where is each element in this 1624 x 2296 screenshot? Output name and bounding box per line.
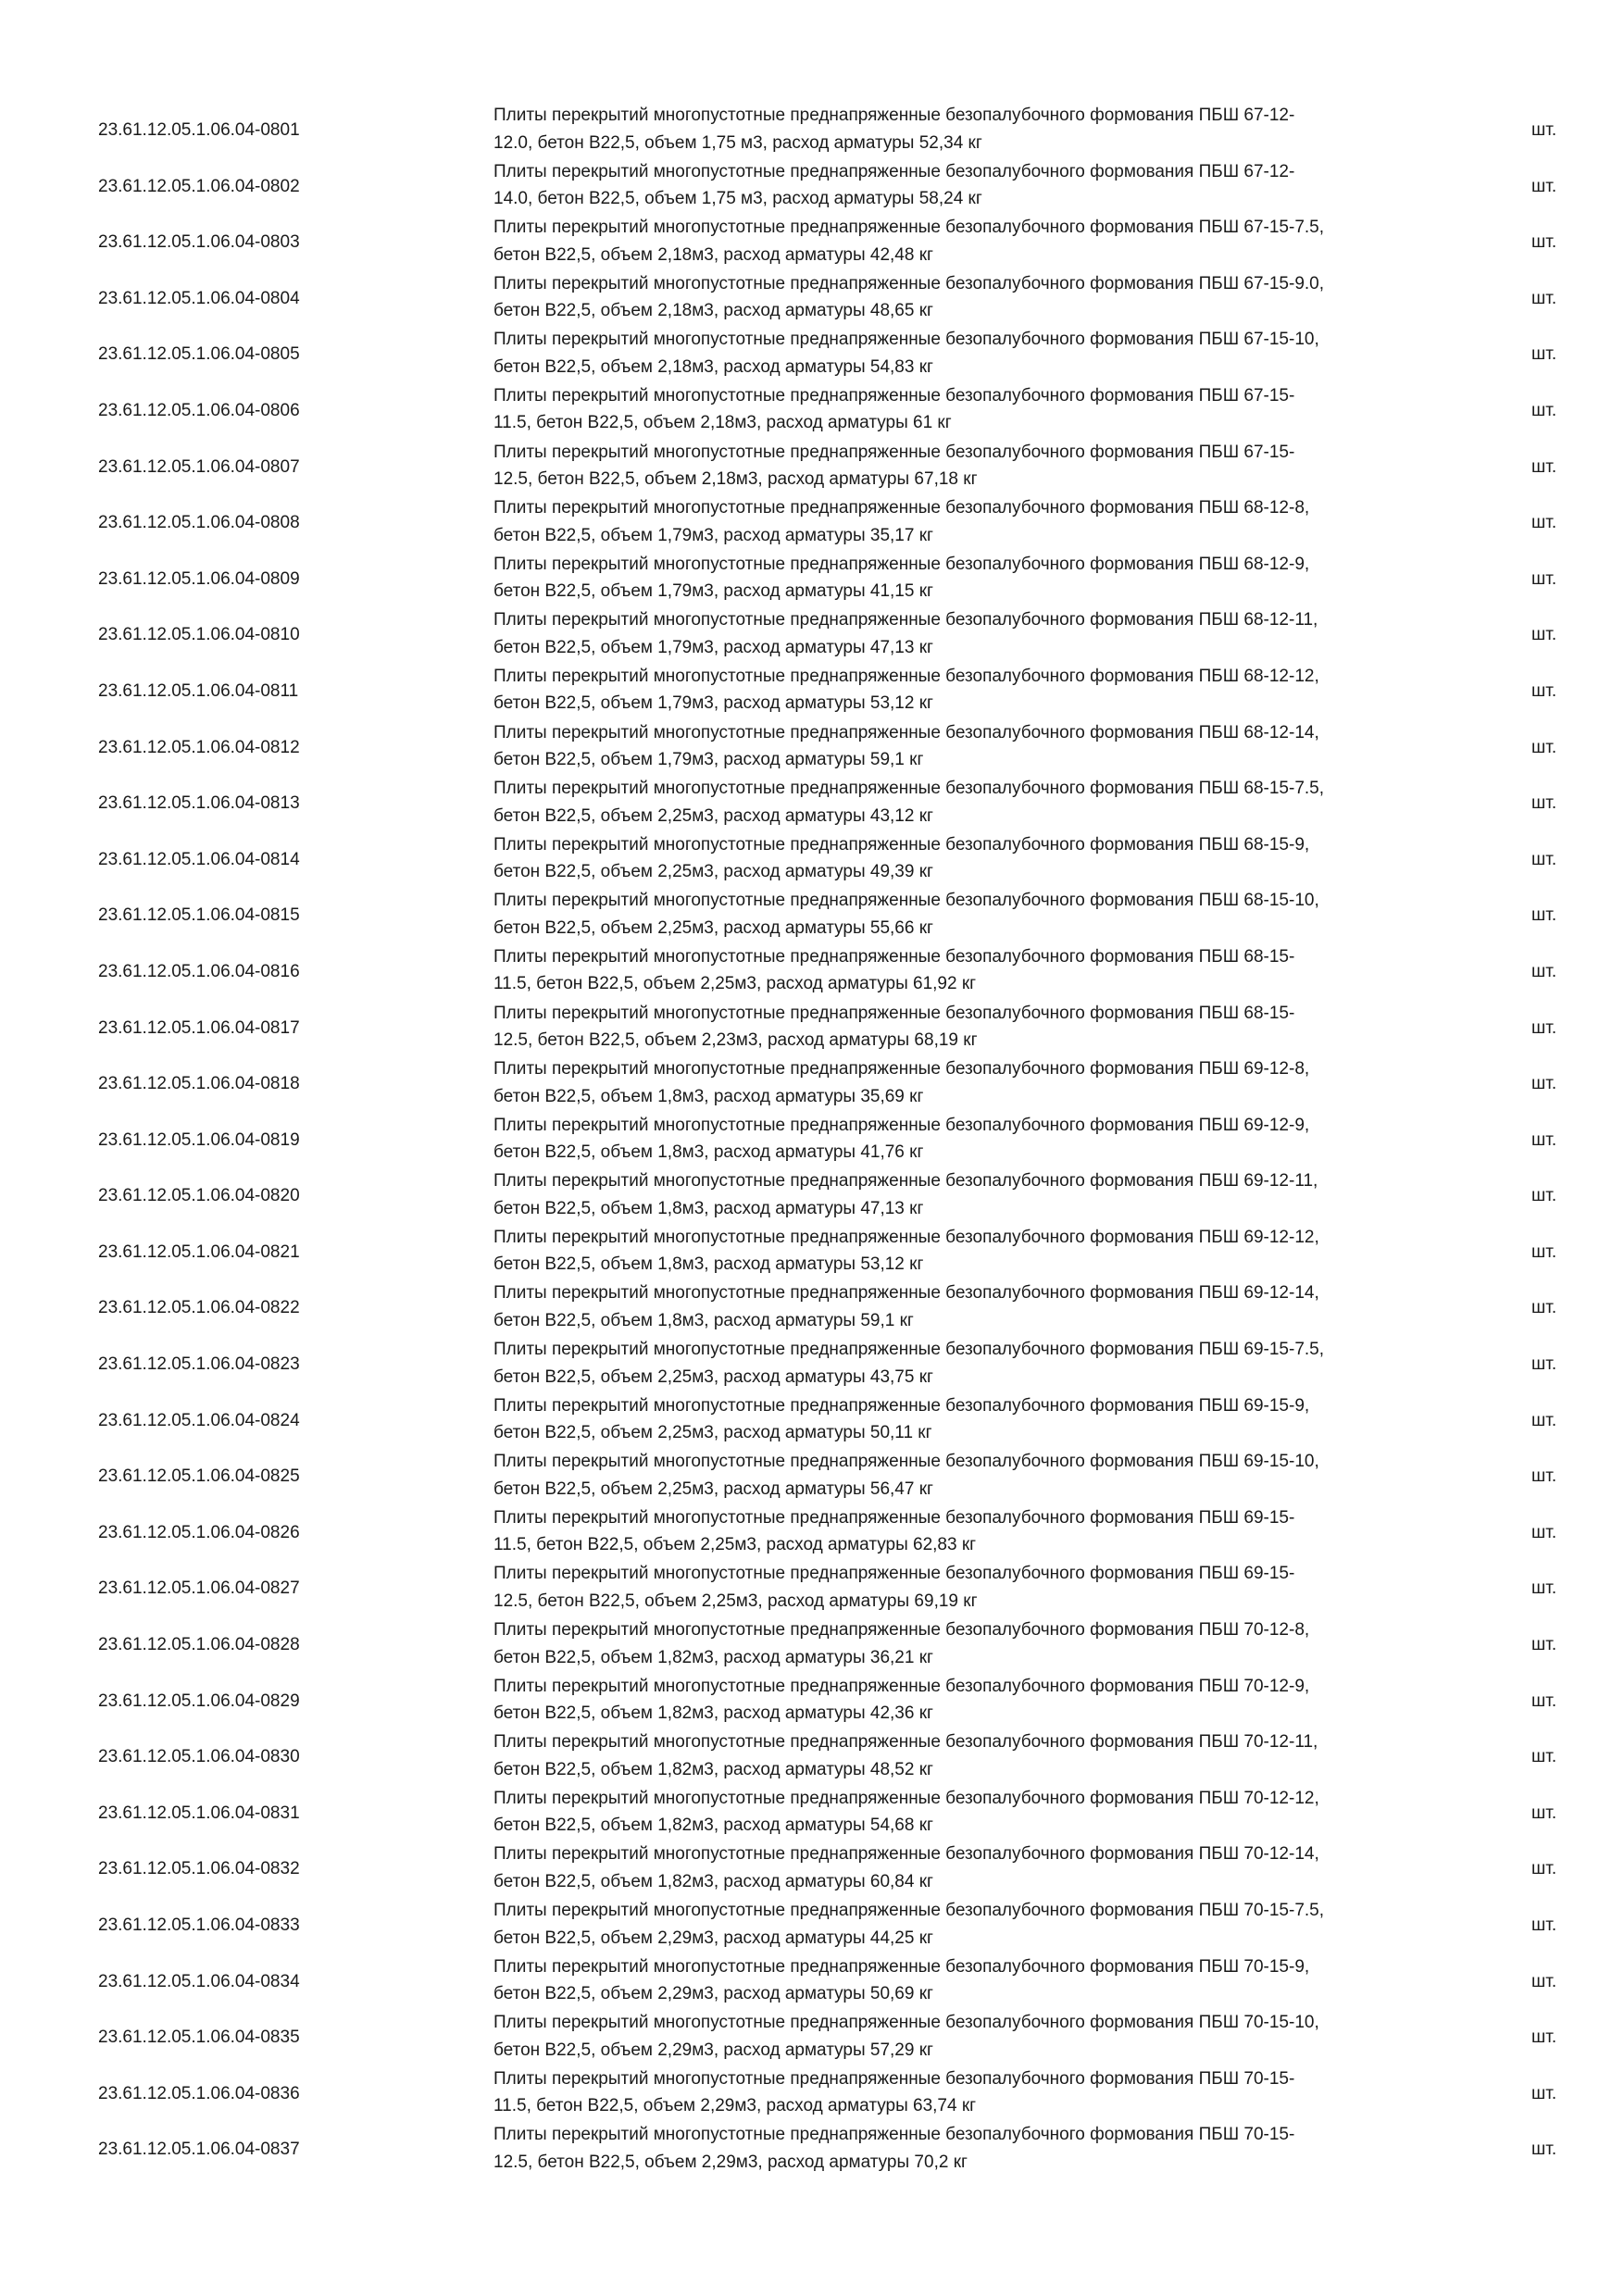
- item-description: [493, 663, 1466, 718]
- item-description: [493, 606, 1466, 661]
- item-unit: шт.: [1531, 1298, 1557, 1318]
- item-unit: шт.: [1531, 1466, 1557, 1487]
- item-unit: шт.: [1531, 737, 1557, 757]
- table-row: [0, 1336, 1624, 1392]
- description-line-1: Плиты перекрытий многопустотные преднапряженные безопалубочного формования ПБШ 68-15-7.5,: [493, 779, 1325, 799]
- item-code: 23.61.12.05.1.06.04-0830: [98, 1747, 300, 1767]
- item-description: [493, 1560, 1466, 1615]
- item-code: 23.61.12.05.1.06.04-0817: [98, 1017, 300, 1038]
- table-row: [0, 326, 1624, 382]
- item-unit: шт.: [1531, 1186, 1557, 1206]
- description-line-1: Плиты перекрытий многопустотные преднапряженные безопалубочного формования ПБШ 69-12-12,: [493, 1227, 1319, 1247]
- item-unit: шт.: [1531, 1242, 1557, 1262]
- description-line-1: Плиты перекрытий многопустотные преднапряженные безопалубочного формования ПБШ 69-15-7.5,: [493, 1340, 1325, 1360]
- table-row: [0, 1560, 1624, 1616]
- description-line-1: Плиты перекрытий многопустотные преднапряженные безопалубочного формования ПБШ 69-12-8,: [493, 1059, 1310, 1079]
- item-code: 23.61.12.05.1.06.04-0812: [98, 737, 300, 757]
- description-line-1: Плиты перекрытий многопустотные преднапряженные безопалубочного формования ПБШ 70-15-: [493, 2068, 1295, 2089]
- description-line-1: Плиты перекрытий многопустотные преднапряженные безопалубочного формования ПБШ 67-15-7.5,: [493, 218, 1325, 238]
- item-description: [493, 1167, 1466, 1222]
- description-line-1: Плиты перекрытий многопустотные преднапряженные безопалубочного формования ПБШ 68-12-14,: [493, 722, 1319, 742]
- item-unit: шт.: [1531, 568, 1557, 589]
- description-line-2: бетон В22,5, объем 1,8м3, расход арматуры 59,1 кг: [493, 1310, 914, 1330]
- item-unit: шт.: [1531, 120, 1557, 140]
- description-line-2: бетон В22,5, объем 1,8м3, расход арматуры 47,13 кг: [493, 1198, 924, 1218]
- description-line-2: бетон В22,5, объем 2,18м3, расход арматуры 54,83 кг: [493, 356, 933, 377]
- description-line-1: Плиты перекрытий многопустотные преднапряженные безопалубочного формования ПБШ 69-15-: [493, 1507, 1295, 1528]
- table-row: [0, 382, 1624, 439]
- item-unit: шт.: [1531, 1803, 1557, 1823]
- description-line-1: Плиты перекрытий многопустотные преднапряженные безопалубочного формования ПБШ 70-12-14,: [493, 1844, 1319, 1865]
- description-line-2: бетон В22,5, объем 2,29м3, расход арматуры 44,25 кг: [493, 1928, 933, 1948]
- description-line-2: бетон В22,5, объем 2,25м3, расход арматуры 49,39 кг: [493, 862, 933, 882]
- item-unit: шт.: [1531, 2140, 1557, 2160]
- item-description: [493, 158, 1466, 213]
- description-line-1: Плиты перекрытий многопустотные преднапряженные безопалубочного формования ПБШ 68-12-9,: [493, 554, 1310, 574]
- table-row: [0, 214, 1624, 270]
- item-unit: шт.: [1531, 849, 1557, 869]
- item-description: [493, 326, 1466, 381]
- table-row: [0, 831, 1624, 888]
- description-line-1: Плиты перекрытий многопустотные преднапряженные безопалубочного формования ПБШ 69-12-9,: [493, 1115, 1310, 1135]
- item-unit: шт.: [1531, 1074, 1557, 1094]
- description-line-2: бетон В22,5, объем 2,29м3, расход арматуры 50,69 кг: [493, 1984, 933, 2004]
- item-description: [493, 1000, 1466, 1054]
- item-unit: шт.: [1531, 1522, 1557, 1542]
- item-unit: шт.: [1531, 625, 1557, 645]
- item-description: [493, 1224, 1466, 1279]
- item-unit: шт.: [1531, 513, 1557, 533]
- item-code: 23.61.12.05.1.06.04-0811: [98, 680, 299, 701]
- item-code: 23.61.12.05.1.06.04-0802: [98, 176, 300, 196]
- table-row: [0, 1616, 1624, 1673]
- table-row: [0, 1841, 1624, 1897]
- description-line-2: бетон В22,5, объем 1,82м3, расход арматуры 36,21 кг: [493, 1647, 933, 1667]
- item-description: [493, 494, 1466, 549]
- table-row: [0, 494, 1624, 551]
- description-line-1: Плиты перекрытий многопустотные преднапряженные безопалубочного формования ПБШ 70-15-9,: [493, 1956, 1310, 1977]
- item-code: 23.61.12.05.1.06.04-0824: [98, 1410, 300, 1430]
- item-code: 23.61.12.05.1.06.04-0808: [98, 513, 300, 533]
- item-code: 23.61.12.05.1.06.04-0803: [98, 232, 300, 253]
- item-code: 23.61.12.05.1.06.04-0836: [98, 2083, 300, 2103]
- item-code: 23.61.12.05.1.06.04-0814: [98, 849, 300, 869]
- table-row: [0, 1112, 1624, 1168]
- description-line-1: Плиты перекрытий многопустотные преднапряженные безопалубочного формования ПБШ 69-12-11,: [493, 1171, 1318, 1192]
- item-code: 23.61.12.05.1.06.04-0825: [98, 1466, 300, 1487]
- item-code: 23.61.12.05.1.06.04-0801: [98, 120, 300, 140]
- item-description: [493, 2009, 1466, 2064]
- item-unit: шт.: [1531, 288, 1557, 308]
- item-code: 23.61.12.05.1.06.04-0831: [98, 1803, 300, 1823]
- item-unit: шт.: [1531, 2083, 1557, 2103]
- item-code: 23.61.12.05.1.06.04-0835: [98, 2028, 300, 2048]
- item-code: 23.61.12.05.1.06.04-0815: [98, 905, 300, 926]
- item-code: 23.61.12.05.1.06.04-0809: [98, 568, 300, 589]
- description-line-2: 12.0, бетон В22,5, объем 1,75 м3, расход арматуры 52,34 кг: [493, 132, 982, 153]
- item-description: [493, 102, 1466, 156]
- description-line-1: Плиты перекрытий многопустотные преднапряженные безопалубочного формования ПБШ 67-15-: [493, 442, 1295, 462]
- item-unit: шт.: [1531, 680, 1557, 701]
- description-line-2: бетон В22,5, объем 2,25м3, расход арматуры 56,47 кг: [493, 1479, 933, 1499]
- item-description: [493, 551, 1466, 605]
- table-row: [0, 1448, 1624, 1504]
- item-code: 23.61.12.05.1.06.04-0816: [98, 961, 300, 981]
- table-row: [0, 1504, 1624, 1561]
- item-unit: шт.: [1531, 1129, 1557, 1150]
- item-unit: шт.: [1531, 1017, 1557, 1038]
- description-line-1: Плиты перекрытий многопустотные преднапряженные безопалубочного формования ПБШ 68-15-: [493, 1003, 1295, 1023]
- item-unit: шт.: [1531, 1410, 1557, 1430]
- item-description: [493, 831, 1466, 886]
- description-line-1: Плиты перекрытий многопустотные преднапряженные безопалубочного формования ПБШ 68-12-11,: [493, 610, 1318, 630]
- item-code: 23.61.12.05.1.06.04-0834: [98, 1971, 300, 1991]
- table-row: [0, 887, 1624, 943]
- description-line-1: Плиты перекрытий многопустотные преднапряженные безопалубочного формования ПБШ 70-12-8,: [493, 1620, 1310, 1641]
- description-line-1: Плиты перекрытий многопустотные преднапряженные безопалубочного формования ПБШ 70-12-9,: [493, 1676, 1310, 1696]
- item-description: [493, 1504, 1466, 1559]
- table-row: [0, 2009, 1624, 2065]
- item-description: [493, 2121, 1466, 2176]
- description-line-2: бетон В22,5, объем 2,25м3, расход арматуры 43,75 кг: [493, 1366, 933, 1387]
- item-unit: шт.: [1531, 1691, 1557, 1711]
- description-line-2: 12.5, бетон В22,5, объем 2,23м3, расход арматуры 68,19 кг: [493, 1030, 978, 1050]
- item-description: [493, 719, 1466, 774]
- item-unit: шт.: [1531, 232, 1557, 253]
- description-line-2: бетон В22,5, объем 2,18м3, расход арматуры 42,48 кг: [493, 244, 933, 265]
- description-line-1: Плиты перекрытий многопустотные преднапряженные безопалубочного формования ПБШ 68-12-8,: [493, 498, 1310, 518]
- description-line-2: бетон В22,5, объем 1,79м3, расход арматуры 41,15 кг: [493, 581, 933, 602]
- description-line-1: Плиты перекрытий многопустотные преднапряженные безопалубочного формования ПБШ 70-12-12,: [493, 1788, 1319, 1808]
- description-line-2: 12.5, бетон В22,5, объем 2,29м3, расход арматуры 70,2 кг: [493, 2152, 968, 2172]
- description-line-1: Плиты перекрытий многопустотные преднапряженные безопалубочного формования ПБШ 70-15-: [493, 2125, 1295, 2145]
- table-row: [0, 1055, 1624, 1112]
- description-line-2: бетон В22,5, объем 2,25м3, расход арматуры 50,11 кг: [493, 1423, 932, 1443]
- table-row: [0, 606, 1624, 663]
- item-description: [493, 1448, 1466, 1503]
- description-line-1: Плиты перекрытий многопустотные преднапряженные безопалубочного формования ПБШ 69-15-9,: [493, 1395, 1310, 1416]
- item-code: 23.61.12.05.1.06.04-0827: [98, 1578, 300, 1599]
- item-unit: шт.: [1531, 344, 1557, 365]
- item-code: 23.61.12.05.1.06.04-0813: [98, 793, 300, 814]
- item-description: [493, 1728, 1466, 1783]
- description-line-1: Плиты перекрытий многопустотные преднапряженные безопалубочного формования ПБШ 67-15-9.0,: [493, 273, 1325, 293]
- description-line-2: бетон В22,5, объем 1,79м3, расход арматуры 59,1 кг: [493, 750, 924, 770]
- description-line-2: 11.5, бетон В22,5, объем 2,25м3, расход арматуры 61,92 кг: [493, 974, 977, 994]
- table-row: [0, 1673, 1624, 1729]
- item-code: 23.61.12.05.1.06.04-0832: [98, 1859, 300, 1879]
- description-line-2: бетон В22,5, объем 1,82м3, расход арматуры 48,52 кг: [493, 1759, 933, 1779]
- item-unit: шт.: [1531, 1747, 1557, 1767]
- description-line-1: Плиты перекрытий многопустотные преднапряженные безопалубочного формования ПБШ 69-12-14,: [493, 1283, 1319, 1304]
- item-unit: шт.: [1531, 176, 1557, 196]
- item-code: 23.61.12.05.1.06.04-0823: [98, 1354, 300, 1375]
- item-description: [493, 270, 1466, 325]
- item-code: 23.61.12.05.1.06.04-0828: [98, 1635, 300, 1655]
- description-line-1: Плиты перекрытий многопустотные преднапряженные безопалубочного формования ПБШ 67-15-: [493, 385, 1295, 406]
- table-row: [0, 2121, 1624, 2177]
- description-line-1: Плиты перекрытий многопустотные преднапряженные безопалубочного формования ПБШ 70-15-7.5,: [493, 1901, 1325, 1920]
- item-description: [493, 887, 1466, 942]
- item-description: [493, 1785, 1466, 1840]
- table-row: [0, 1953, 1624, 2010]
- description-line-2: бетон В22,5, объем 1,82м3, расход арматуры 60,84 кг: [493, 1871, 933, 1891]
- table-row: [0, 1897, 1624, 1953]
- description-line-2: 11.5, бетон В22,5, объем 2,18м3, расход арматуры 61 кг: [493, 413, 952, 433]
- item-description: [493, 1055, 1466, 1110]
- item-code: 23.61.12.05.1.06.04-0807: [98, 456, 300, 477]
- table-row: [0, 1392, 1624, 1449]
- item-description: [493, 2065, 1466, 2120]
- table-row: [0, 1000, 1624, 1056]
- item-description: [493, 1616, 1466, 1671]
- item-description: [493, 1953, 1466, 2008]
- description-line-2: бетон В22,5, объем 1,8м3, расход арматуры 53,12 кг: [493, 1254, 924, 1275]
- table-row: [0, 439, 1624, 495]
- table-row: [0, 775, 1624, 831]
- description-line-2: 11.5, бетон В22,5, объем 2,29м3, расход арматуры 63,74 кг: [493, 2096, 977, 2116]
- item-code: 23.61.12.05.1.06.04-0820: [98, 1186, 300, 1206]
- item-unit: шт.: [1531, 400, 1557, 420]
- item-code: 23.61.12.05.1.06.04-0819: [98, 1129, 300, 1150]
- item-code: 23.61.12.05.1.06.04-0806: [98, 400, 300, 420]
- description-line-1: Плиты перекрытий многопустотные преднапряженные безопалубочного формования ПБШ 70-12-11,: [493, 1732, 1318, 1753]
- description-line-1: Плиты перекрытий многопустотные преднапряженные безопалубочного формования ПБШ 67-12-: [493, 106, 1295, 125]
- description-line-2: бетон В22,5, объем 1,82м3, расход арматуры 42,36 кг: [493, 1703, 933, 1724]
- description-line-2: бетон В22,5, объем 2,25м3, расход арматуры 55,66 кг: [493, 917, 933, 938]
- table-row: [0, 1785, 1624, 1841]
- table-row: [0, 1728, 1624, 1785]
- description-line-1: Плиты перекрытий многопустотные преднапряженные безопалубочного формования ПБШ 70-15-10,: [493, 2013, 1319, 2033]
- item-description: [493, 775, 1466, 830]
- item-code: 23.61.12.05.1.06.04-0804: [98, 288, 300, 308]
- item-description: [493, 1112, 1466, 1167]
- item-description: [493, 1841, 1466, 1895]
- description-line-2: 12.5, бетон В22,5, объем 2,25м3, расход арматуры 69,19 кг: [493, 1591, 978, 1611]
- description-line-1: Плиты перекрытий многопустотные преднапряженные безопалубочного формования ПБШ 68-15-10,: [493, 891, 1319, 911]
- table-row: [0, 551, 1624, 607]
- item-description: [493, 214, 1466, 268]
- item-unit: шт.: [1531, 2028, 1557, 2048]
- table-row: [0, 663, 1624, 719]
- table-row: [0, 270, 1624, 327]
- table-row: [0, 158, 1624, 215]
- item-description: [493, 1336, 1466, 1391]
- description-line-1: Плиты перекрытий многопустотные преднапряженные безопалубочного формования ПБШ 68-15-9,: [493, 834, 1310, 855]
- description-line-2: бетон В22,5, объем 2,25м3, расход арматуры 43,12 кг: [493, 805, 933, 826]
- item-description: [493, 382, 1466, 437]
- item-unit: шт.: [1531, 1915, 1557, 1935]
- item-code: 23.61.12.05.1.06.04-0810: [98, 625, 300, 645]
- item-description: [493, 943, 1466, 998]
- item-unit: шт.: [1531, 456, 1557, 477]
- item-description: [493, 439, 1466, 493]
- item-code: 23.61.12.05.1.06.04-0805: [98, 344, 300, 365]
- description-line-1: Плиты перекрытий многопустотные преднапряженные безопалубочного формования ПБШ 69-15-10,: [493, 1452, 1319, 1472]
- description-line-2: бетон В22,5, объем 1,82м3, расход арматуры 54,68 кг: [493, 1816, 933, 1836]
- description-line-1: Плиты перекрытий многопустотные преднапряженные безопалубочного формования ПБШ 67-12-: [493, 161, 1295, 181]
- description-line-2: 11.5, бетон В22,5, объем 2,25м3, расход арматуры 62,83 кг: [493, 1535, 977, 1555]
- description-line-2: бетон В22,5, объем 2,18м3, расход арматуры 48,65 кг: [493, 301, 933, 321]
- item-unit: шт.: [1531, 1354, 1557, 1375]
- item-unit: шт.: [1531, 1971, 1557, 1991]
- description-line-1: Плиты перекрытий многопустотные преднапряженные безопалубочного формования ПБШ 67-15-10,: [493, 330, 1319, 350]
- item-code: 23.61.12.05.1.06.04-0822: [98, 1298, 300, 1318]
- table-row: [0, 1167, 1624, 1224]
- description-line-2: бетон В22,5, объем 2,29м3, расход арматуры 57,29 кг: [493, 2040, 933, 2060]
- item-code: 23.61.12.05.1.06.04-0818: [98, 1074, 300, 1094]
- description-line-1: Плиты перекрытий многопустотные преднапряженные безопалубочного формования ПБШ 68-12-12,: [493, 666, 1319, 686]
- table-row: [0, 1224, 1624, 1280]
- item-description: [493, 1279, 1466, 1334]
- description-line-2: бетон В22,5, объем 1,8м3, расход арматуры 41,76 кг: [493, 1142, 924, 1163]
- item-description: [493, 1673, 1466, 1728]
- description-line-2: бетон В22,5, объем 1,79м3, расход арматуры 35,17 кг: [493, 525, 933, 545]
- item-unit: шт.: [1531, 905, 1557, 926]
- item-description: [493, 1897, 1466, 1952]
- table-row: [0, 719, 1624, 776]
- item-unit: шт.: [1531, 1635, 1557, 1655]
- item-code: 23.61.12.05.1.06.04-0829: [98, 1691, 300, 1711]
- description-line-2: бетон В22,5, объем 1,8м3, расход арматуры 35,69 кг: [493, 1086, 924, 1106]
- item-unit: шт.: [1531, 961, 1557, 981]
- table-row: [0, 943, 1624, 1000]
- item-code: 23.61.12.05.1.06.04-0821: [98, 1242, 300, 1262]
- description-line-2: 14.0, бетон В22,5, объем 1,75 м3, расход арматуры 58,24 кг: [493, 189, 982, 209]
- description-line-1: Плиты перекрытий многопустотные преднапряженные безопалубочного формования ПБШ 68-15-: [493, 946, 1295, 967]
- description-line-2: бетон В22,5, объем 1,79м3, расход арматуры 53,12 кг: [493, 693, 933, 714]
- item-code: 23.61.12.05.1.06.04-0826: [98, 1522, 300, 1542]
- table-row: [0, 2065, 1624, 2122]
- item-unit: шт.: [1531, 1859, 1557, 1879]
- item-unit: шт.: [1531, 793, 1557, 814]
- item-unit: шт.: [1531, 1578, 1557, 1599]
- price-table: [0, 102, 1624, 2177]
- item-code: 23.61.12.05.1.06.04-0837: [98, 2140, 300, 2160]
- table-row: [0, 102, 1624, 158]
- description-line-1: Плиты перекрытий многопустотные преднапряженные безопалубочного формования ПБШ 69-15-: [493, 1564, 1295, 1584]
- item-description: [493, 1392, 1466, 1447]
- table-row: [0, 1279, 1624, 1336]
- description-line-2: бетон В22,5, объем 1,79м3, расход арматуры 47,13 кг: [493, 637, 933, 657]
- description-line-2: 12.5, бетон В22,5, объем 2,18м3, расход арматуры 67,18 кг: [493, 469, 978, 490]
- item-code: 23.61.12.05.1.06.04-0833: [98, 1915, 300, 1935]
